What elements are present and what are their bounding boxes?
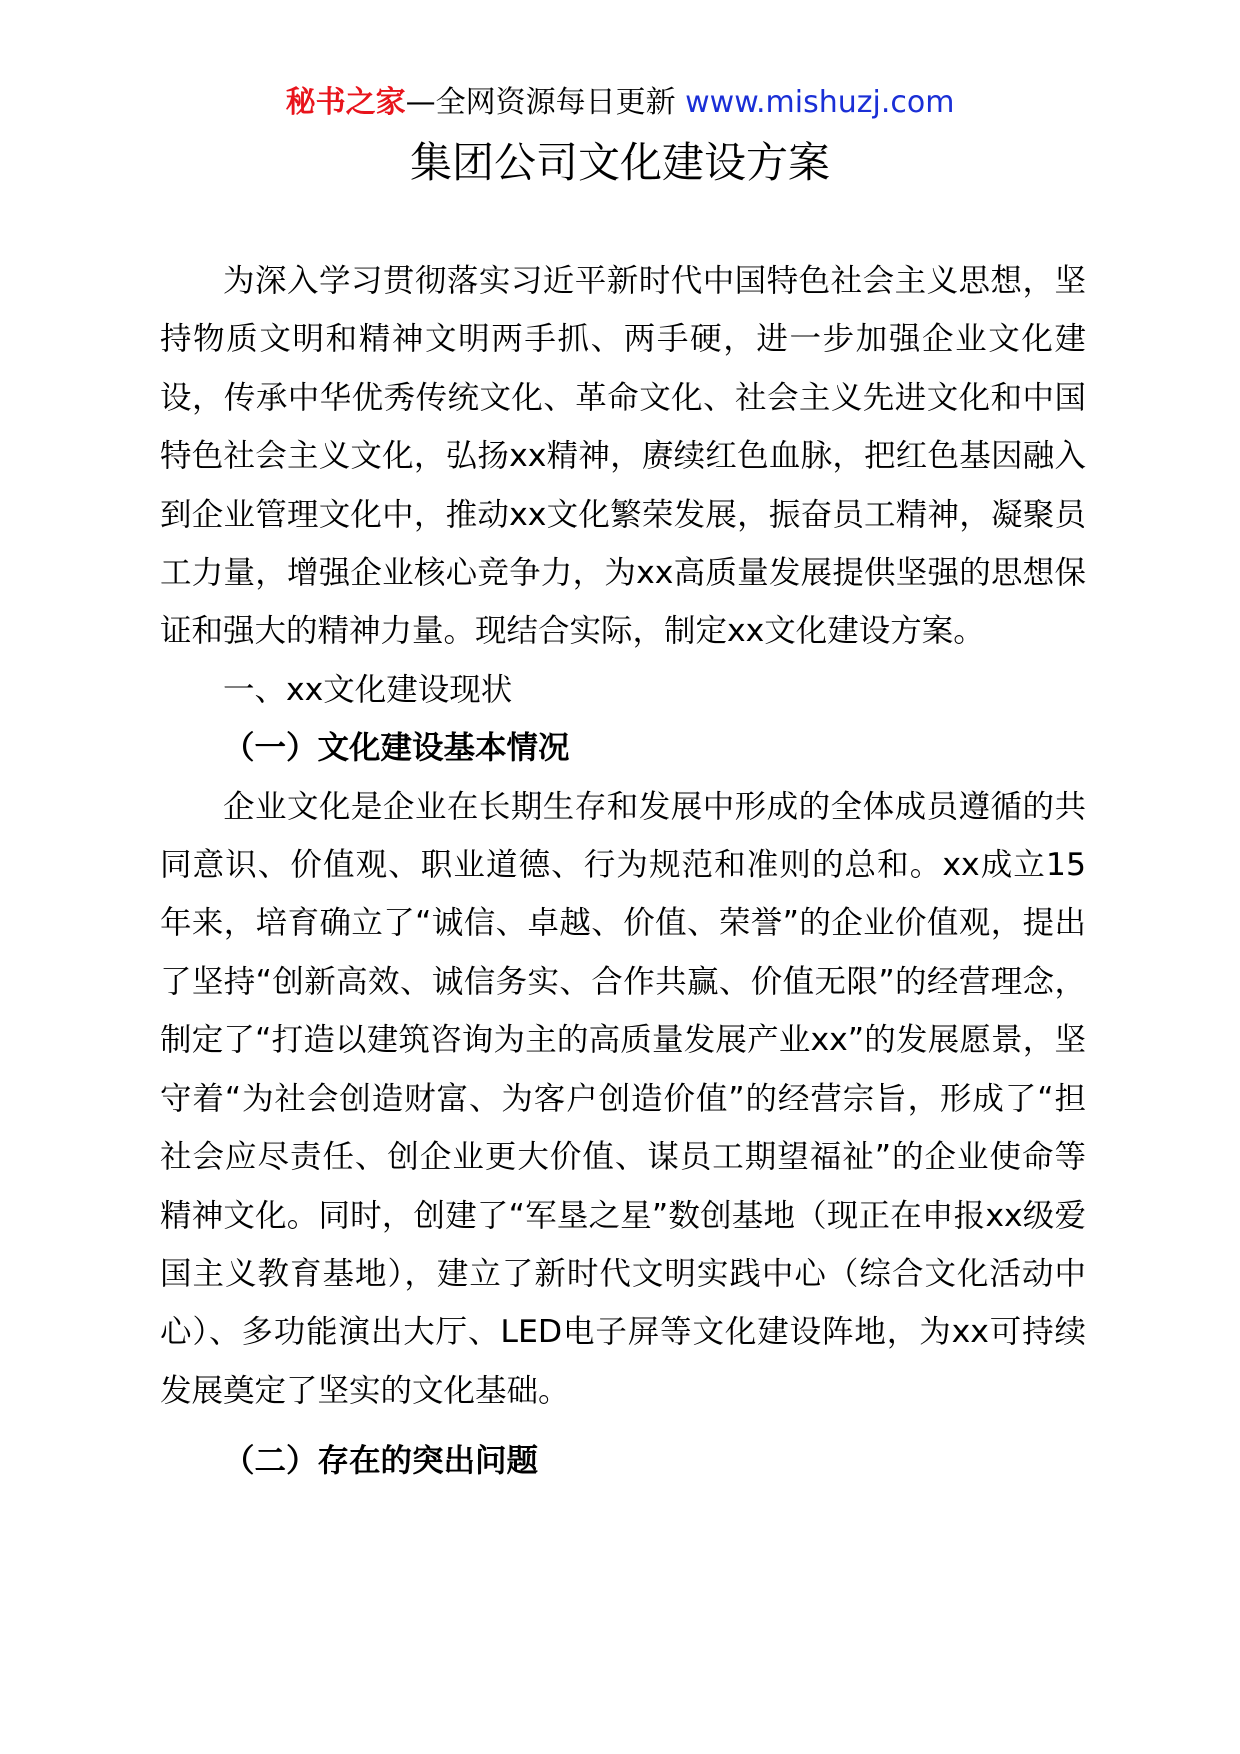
subsection-heading-1: （一）文化建设基本情况 [223, 730, 570, 767]
subsection-heading-2: （二）存在的突出问题 [223, 1443, 539, 1480]
header-banner [0, 83, 1240, 123]
banner-tagline: —全网资源每日更新 [405, 85, 686, 120]
paragraph-spacer [160, 1420, 1086, 1432]
brand-name: 秘书之家 [285, 85, 406, 120]
section-heading-1: 一、xx文化建设现状 [223, 671, 513, 708]
document-body [160, 252, 1086, 1491]
subsection-paragraph-1: 企业文化是企业在长期生存和发展中形成的全体成员遵循的共同意识、价值观、职业道德、行为规范和准则的总和。xx成立15年来，培育确立了“诚信、卓越、价值、荣誉”的企业价值观，提出了坚持“创新高效、诚信务实、合作共赢、价值无限”的经营理念，制定了“打造以建筑咨询为主的高质量发展产业xx”的发展愿景，坚守着“为社会创造财富、为客户创造价值”的经营宗旨，形成了“担社会应尽责任、创企业更大价值、谋员工期望福祉”的企业使命等精神文化。同时，创建了“军垦之星”数创基地（现正在申报xx级爱国主义教育基地），建立了新时代文明实践中心（综合文化活动中心）、多功能演出大厅、LED电子屏等文化建设阵地，为xx可持续发展奠定了坚实的文化基础。 [160, 788, 1086, 1409]
document-title: 集团公司文化建设方案 [409, 138, 830, 187]
intro-paragraph: 为深入学习贯彻落实习近平新时代中国特色社会主义思想，坚持物质文明和精神文明两手抓、两手硬，进一步加强企业文化建设，传承中华优秀传统文化、革命文化、社会主义先进文化和中国特色社会主义文化，弘扬xx精神，赓续红色血脉，把红色基因融入到企业管理文化中，推动xx文化繁荣发展，振奋员工精神，凝聚员工力量，增强企业核心竞争力，为xx高质量发展提供坚强的思想保证和强大的精神力量。现结合实际，制定xx文化建设方案。 [160, 263, 1086, 650]
banner-url-link[interactable]: www.mishuzj.com [685, 85, 955, 120]
